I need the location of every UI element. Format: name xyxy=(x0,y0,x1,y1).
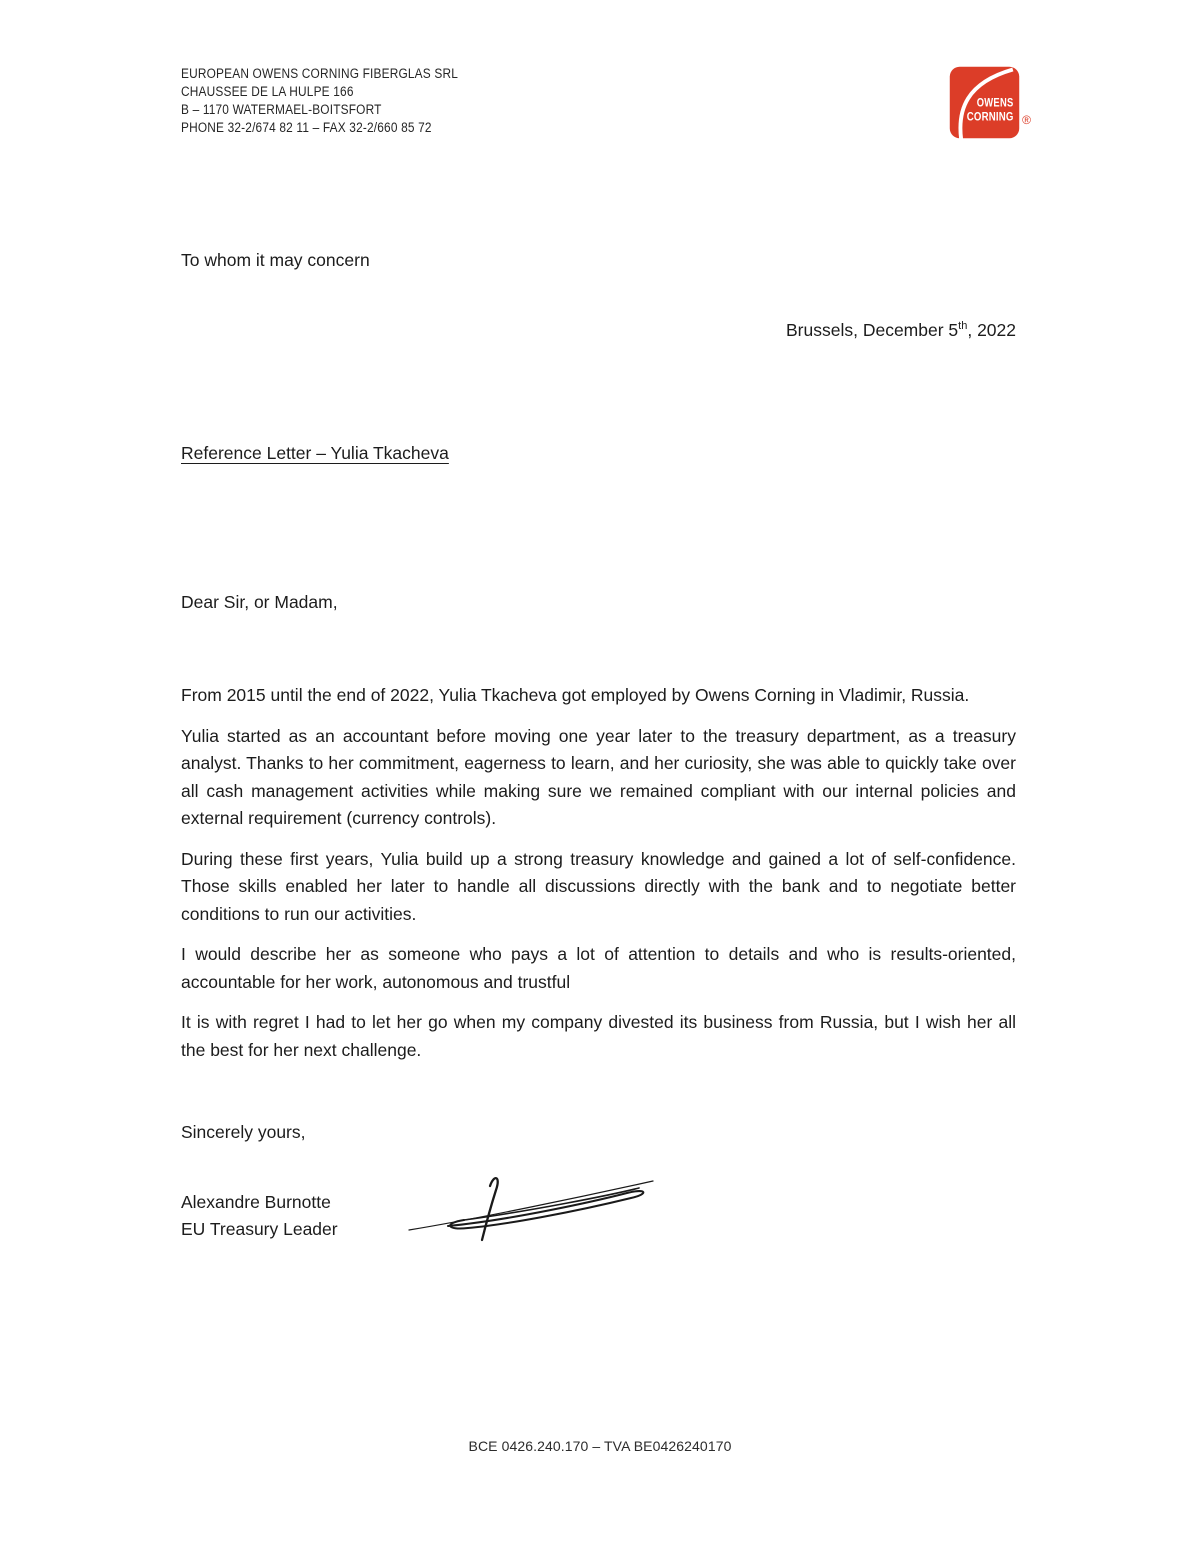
company-logo xyxy=(949,66,1031,139)
signer-name: Alexandre Burnotte xyxy=(181,1192,331,1212)
letterhead-line: CHAUSSEE DE LA HULPE 166 xyxy=(181,84,354,99)
letterhead-line: EUROPEAN OWENS CORNING FIBERGLAS SRL xyxy=(181,66,458,81)
subject-line: Reference Letter – Yulia Tkacheva xyxy=(181,443,449,463)
letter-paragraph: From 2015 until the end of 2022, Yulia Tkacheva got employed by Owens Corning in Vladimir, Russia. xyxy=(181,685,970,705)
logo-word-owens: OWENS xyxy=(976,96,1014,110)
dateline-prefix: Brussels, December 5 xyxy=(786,320,959,340)
dateline xyxy=(181,317,1016,344)
signer-title: EU Treasury Leader xyxy=(181,1219,338,1239)
letter-paragraph: It is with regret I had to let her go when my company divested its business from Russia, but I wish her all the best for her next challenge. xyxy=(181,1012,1016,1060)
to-whom-line: To whom it may concern xyxy=(181,250,370,270)
letterhead xyxy=(181,65,458,137)
signature-image xyxy=(406,1171,656,1243)
handwritten-signature xyxy=(406,1171,656,1243)
letterhead-header xyxy=(181,65,1031,139)
dateline-suffix: , 2022 xyxy=(967,320,1016,340)
signature-block xyxy=(181,1189,1016,1243)
greeting-line: Dear Sir, or Madam, xyxy=(181,592,338,612)
footer-registration: BCE 0426.240.170 – TVA BE0426240170 xyxy=(468,1438,732,1454)
letter-body xyxy=(181,682,1016,1064)
owens-corning-logo xyxy=(949,66,1020,139)
closing-line: Sincerely yours, xyxy=(181,1122,306,1142)
letterhead-line: B – 1170 WATERMAEL-BOITSFORT xyxy=(181,102,382,117)
dateline-ordinal-superscript: th xyxy=(958,320,968,333)
logo-word-corning: CORNING xyxy=(966,110,1014,124)
letter-paragraph: During these first years, Yulia build up a strong treasury knowledge and gained a lot of self-confidence. Those skills enabled her later to handle all discussions directly with the bank and to negotiate better conditions to run our activities. xyxy=(181,848,1016,924)
letter-paragraph: I would describe her as someone who pays a lot of attention to details and who is results-oriented, accountable for her work, autonomous and trustful xyxy=(181,944,1016,992)
letterhead-line: PHONE 32-2/674 82 11 – FAX 32-2/660 85 72 xyxy=(181,120,432,135)
letter-paragraph: Yulia started as an accountant before moving one year later to the treasury department, as a treasury analyst. Thanks to her commitment, eagerness to learn, and her curiosity, she was able to quickly take over all cash management activities while making sure we remained compliant with our internal policies and external requirement (currency controls). xyxy=(181,725,1016,828)
letter-content xyxy=(181,65,1031,1243)
registered-trademark-symbol: ® xyxy=(1022,113,1031,127)
